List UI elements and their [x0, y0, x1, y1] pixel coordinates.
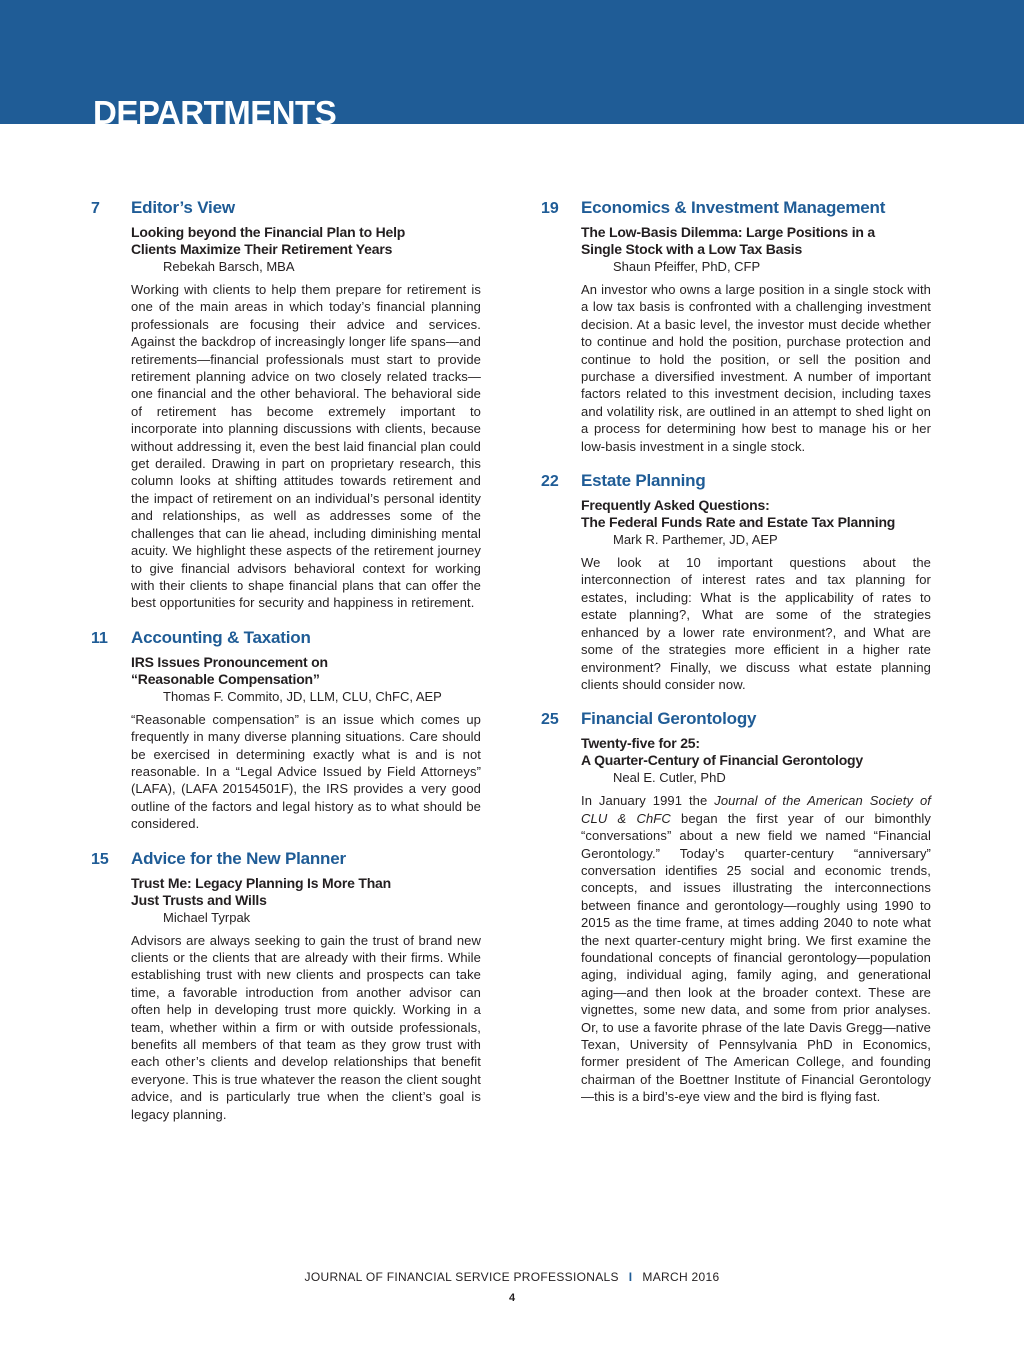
article-title-line: The Low-Basis Dilemma: Large Positions in a [581, 224, 876, 240]
page-number: 22 [541, 473, 559, 491]
department-heading[interactable]: Editor’s View [131, 198, 235, 217]
abstract-text: In January 1991 the [581, 793, 715, 809]
author: Michael Tyrpak [163, 909, 251, 925]
article-title[interactable] [581, 224, 931, 258]
page-title: DEPARTMENTS [93, 94, 337, 124]
toc-entry-advice-new-planner[interactable] [91, 849, 481, 1123]
article-title[interactable] [131, 875, 481, 909]
page-number: 25 [541, 711, 559, 729]
toc-entry-estate-planning[interactable] [541, 471, 931, 693]
abstract: Working with clients to help them prepare for retirement is one of the main areas in which today’s financial planning professionals are focusing their advice and services. Against the backdrop of increasingly longer life spans—and retirements—financial professionals must start to provide retirement planning advice on two closely related tracks—one financial and the other behavioral. The behavioral side of retirement has become extremely important to incorporate into planning discussions with clients, because without addressing it, even the best laid financial plan could get derailed. Drawing in part on proprietary research, this column looks at shifting attitudes towards retirement and the impact of retirement on an individual’s personal identity and relationships, as well as addresses some of the challenges that can lie ahead, including diminishing mental acuity. We highlight these aspects of the retirement journey to give financial advisors behavioral context for working with their clients to shape financial plans that can offer the best opportunities for security and happiness in retirement. [131, 282, 481, 611]
issue-date: MARCH 2016 [642, 1270, 720, 1284]
author: Thomas F. Commito, JD, LLM, CLU, ChFC, AEP [163, 688, 442, 704]
abstract: An investor who owns a large position in a single stock with a low tax basis is confronted with a challenging investment decision. At a basic level, the investor must decide whether to continue and hold the position, purchase protection and continue to hold the position, or sell the position and purchase a diversified investment. A number of important factors related to this investment decision, including taxes and volatility risk, are outlined in an attempt to shed light on a process for determining how best to manage his or her low-basis investment in a single stock. [581, 282, 931, 454]
toc-entry-financial-gerontology[interactable] [541, 709, 931, 1105]
footer-separator: I [628, 1270, 633, 1284]
left-column [91, 198, 481, 1123]
abstract [581, 792, 931, 1105]
abstract-text: began the first year of our bimonthly “conversations” about a new field we named “Financial Gerontology.” Today’s quarter-century “anniversary” conversation identifies 25 social and economic trends, concepts, and issues illustrating the interconnections between finance and gerontology—roughly using 1990 to 2015 as the time frame, at times adding 2040 to note what the next quarter-century might bring. We first examine the foundational concepts of financial gerontology—population aging, individual aging, family aging, and generational aging—and then look at the broader context. These are vignettes, some new data, and some from prior analyses. Or, to use a favorite phrase of the late Davis Gregg—native Texan, University of Pennsylvania PhD in Economics, former president of The American College, and founding chairman of the Boettner Institute of Financial Gerontology—this is a bird’s-eye view and the bird is flying fast. [581, 810, 931, 1105]
article-title-line: Looking beyond the Financial Plan to Help [131, 224, 406, 240]
author: Rebekah Barsch, MBA [163, 259, 295, 274]
article-title-line: Clients Maximize Their Retirement Years [131, 241, 393, 257]
department-heading[interactable]: Advice for the New Planner [131, 848, 346, 868]
abstract: Advisors are always seeking to gain the trust of brand new clients or the clients that are already with their firms. While establishing trust with new clients and prospects can take time, a favorable introduction from another advisor can often help in developing trust more quickly. Working in a team, whether within a firm or with outside professionals, benefits all members of that team as they grow trust with each other’s clients and develop relationships that benefit everyone. This is true whatever the reason the client sought advice, and is particularly true when the client’s goal is legacy planning. [131, 932, 481, 1122]
author: Mark R. Parthemer, JD, AEP [613, 532, 778, 548]
article-title[interactable] [581, 497, 931, 531]
page-number-footer: 4 [508, 1292, 516, 1304]
abstract: “Reasonable compensation” is an issue which comes up frequently in many diverse planning situations. Care should be exercised in determining exactly what is and is not reasonable. In a “Legal Advice Issued by Field Attorneys” (LAFA), (LAFA 20154501F), the IRS provides a very good outline of the factors and legal history as to what should be considered. [131, 711, 481, 832]
journal-name: JOURNAL OF FINANCIAL SERVICE PROFESSIONALS [304, 1270, 619, 1284]
article-title-line: A Quarter-Century of Financial Gerontology [581, 752, 863, 769]
department-heading[interactable]: Accounting & Taxation [131, 627, 311, 647]
article-title-line: IRS Issues Pronouncement on [131, 653, 328, 670]
page-number: 15 [91, 850, 109, 868]
page-number: 11 [91, 629, 108, 647]
article-title-line: Trust Me: Legacy Planning Is More Than [131, 874, 391, 891]
department-heading[interactable]: Financial Gerontology [581, 709, 757, 729]
right-column [541, 198, 931, 1106]
toc-entry-accounting-taxation[interactable] [91, 628, 481, 833]
article-title[interactable] [131, 224, 481, 258]
article-title-line: Twenty-five for 25: [581, 735, 700, 752]
department-heading[interactable]: Economics & Investment Management [581, 198, 886, 217]
abstract: We look at 10 important questions about the interconnection of interest rates and tax planning for estates, including: What is the applicability of rates to estate planning?, What are some of the strategies enhanced by a lower rate environment?, and What are some of the strategies more efficient in a higher rate environment? Finally, we discuss what estate planning clients should consider now. [581, 555, 931, 692]
department-heading[interactable]: Estate Planning [581, 471, 706, 491]
article-title[interactable] [131, 654, 481, 688]
page-number: 19 [541, 200, 559, 217]
article-title-line: The Federal Funds Rate and Estate Tax Planning [581, 514, 896, 531]
author: Shaun Pfeiffer, PhD, CFP [613, 259, 761, 274]
article-title-line: Frequently Asked Questions: [581, 497, 770, 514]
author: Neal E. Cutler, PhD [613, 770, 726, 786]
toc-entry-editors-view[interactable] [91, 198, 481, 612]
abstract-journal-title: Journal of the American Society of CLU & ChFC [581, 793, 931, 826]
toc-entry-economics-investment[interactable] [541, 198, 931, 455]
footer [0, 1270, 1024, 1284]
article-title-line: Single Stock with a Low Tax Basis [581, 241, 803, 257]
article-title-line: “Reasonable Compensation” [131, 670, 320, 687]
article-title-line: Just Trusts and Wills [131, 891, 267, 908]
page-number: 7 [91, 200, 100, 217]
article-title[interactable] [581, 735, 931, 769]
